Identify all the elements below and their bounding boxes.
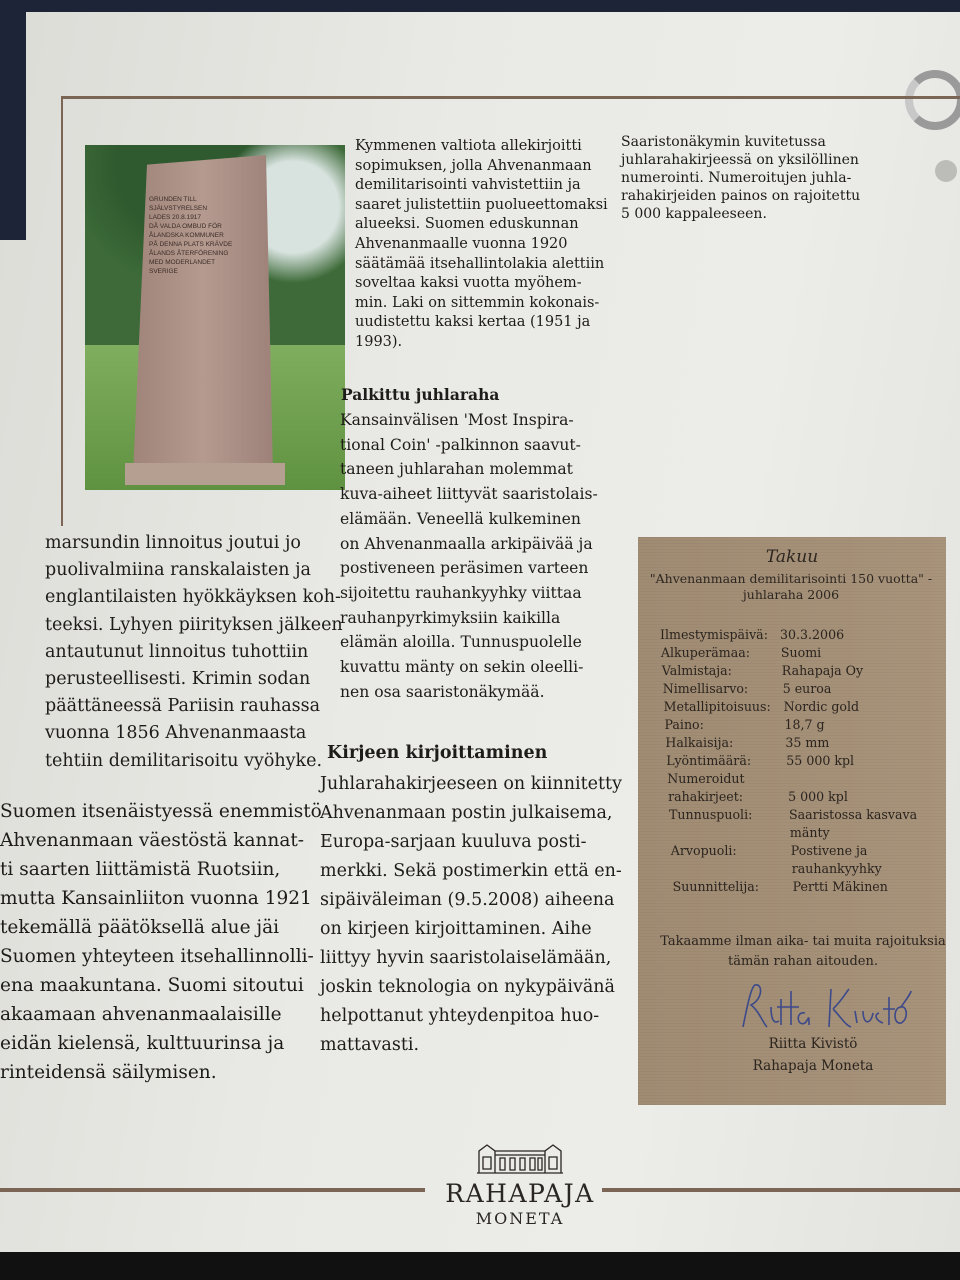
spec-label: Suunnittelija: <box>672 879 759 894</box>
spec-label: Halkaisija: <box>665 735 734 750</box>
spec-label: Lyöntimäärä: <box>666 753 752 768</box>
text-line: Kymmenen valtiota allekirjoitti <box>355 138 582 154</box>
spec-value: 55 000 kpl <box>786 753 855 768</box>
text-line: vuonna 1856 Ahvenanmaasta <box>45 723 307 744</box>
text-line: alueeksi. Suomen eduskunnan <box>355 216 579 233</box>
spec-row <box>669 806 917 824</box>
middle-paragraph-2 <box>340 408 598 704</box>
spec-value: Rahapaja Oy <box>781 663 864 678</box>
text-line: kuva-aiheet liittyvät saaristolais- <box>340 485 598 504</box>
logo-rule-left <box>0 1188 425 1192</box>
text-line: ÅLANDSKA KOMMUNER <box>149 232 224 239</box>
spec-value: mänty <box>789 825 830 840</box>
text-line: min. Laki on sittemmin kokonais- <box>355 294 600 311</box>
left-paragraph-1 <box>45 530 343 775</box>
certificate-title: Takuu <box>765 547 819 567</box>
spec-row <box>666 752 917 770</box>
text-line: ena maakuntana. Suomi sitoutui <box>0 975 304 996</box>
text-line: sipäiväleiman (9.5.2008) aiheena <box>320 890 615 910</box>
signer-name: Riitta Kivistö <box>768 1036 858 1052</box>
text-line: mutta Kansainliiton vuonna 1921 <box>0 888 312 909</box>
text-line: on kirjeen kirjoittaminen. Aihe <box>320 919 592 939</box>
spec-label: Tunnuspuoli: <box>669 807 753 822</box>
text-line: tional Coin' -palkinnon saavut- <box>340 435 581 454</box>
text-line: marsundin linnoitus joutui jo <box>45 533 301 553</box>
text-line: ÅLANDS ÅTERFÖRENING <box>149 250 229 257</box>
text-line: Suomen yhteyteen itsehallinnolli- <box>0 946 314 967</box>
signature-image <box>733 977 913 1037</box>
binder-cover-edge <box>0 0 960 12</box>
spec-row <box>671 842 917 860</box>
spec-label: rahakirjeet: <box>668 789 744 804</box>
spec-row <box>673 878 918 896</box>
spec-label: Arvopuoli: <box>670 843 737 858</box>
text-line: soveltaa kaksi vuotta myöhem- <box>355 275 582 292</box>
spec-row <box>668 788 917 806</box>
spec-value: 18,7 g <box>784 717 825 732</box>
text-line: DÅ VALDA OMBUD FÖR <box>149 223 222 230</box>
heading-kirjeen: Kirjeen kirjoittaminen <box>327 743 548 763</box>
spec-label: Valmistaja: <box>661 663 732 678</box>
spec-row <box>661 644 917 662</box>
text-line: MED MODERLANDET <box>149 259 216 266</box>
spec-label: Ilmestymispäivä: <box>660 627 768 642</box>
certificate-subtitle: "Ahvenanmaan demilitarisointi 150 vuotta" -juhlaraha 2006 <box>649 571 933 602</box>
text-line: numerointi. Numeroitujen juhla- <box>621 170 852 186</box>
text-line: säätämää itsehallintolakia alettiin <box>355 255 605 272</box>
monument-inscription <box>149 195 269 276</box>
text-line: Ahvenanmaalle vuonna 1920 <box>355 235 568 252</box>
spec-row <box>662 662 917 680</box>
spec-label: Alkuperämaa: <box>660 645 751 660</box>
logo-line-1: RAHAPAJA <box>445 1179 595 1208</box>
text-line: nen osa saaristonäkymää. <box>340 682 545 701</box>
text-line: LADES 20.8.1917 <box>149 214 202 221</box>
binder-cover-edge-left <box>0 0 26 240</box>
text-line: joskin teknologia on nykypäivänä <box>320 977 615 997</box>
frame-rule-top <box>62 96 960 99</box>
spec-row <box>672 860 917 878</box>
text-line: mattavasti. <box>320 1035 420 1055</box>
punch-hole <box>935 160 957 182</box>
text-line: ti saarten liittämistä Ruotsiin, <box>0 859 281 880</box>
certificate-note: Takaamme ilman aika- tai muita rajoituksia tämän rahan aitouden. <box>660 934 946 969</box>
text-line: päättäneessä Pariisin rauhassa <box>45 696 321 717</box>
text-line: merkki. Sekä postimerkin että en- <box>320 861 622 881</box>
spec-value: 5 euroa <box>782 681 832 696</box>
text-line: tekemällä päätöksellä alue jäi <box>0 917 280 938</box>
text-line: taneen juhlarahan molemmat <box>340 460 573 479</box>
logo-line-2: MONETA <box>475 1209 565 1228</box>
text-line: antautunut linnoitus tuhottiin <box>45 641 309 662</box>
spec-value: rauhankyyhky <box>791 861 882 876</box>
spec-value: Nordic gold <box>783 699 860 714</box>
text-line: 1993). <box>355 333 403 350</box>
text-line: saaret julistettiin puolueettomaksi <box>355 196 608 213</box>
rahapaja-logo <box>420 1143 620 1228</box>
text-line: englantilaisten hyökkäyksen koh- <box>45 587 341 608</box>
text-line: uudistettu kaksi kertaa (1951 ja <box>355 314 591 331</box>
text-line: helpottanut yhteydenpitoa huo- <box>320 1006 600 1026</box>
text-line: postiveneen peräsimen varteen <box>340 559 589 578</box>
text-line: Ahvenanmaan väestöstä kannat- <box>0 830 305 851</box>
text-line: elämään. Veneellä kulkeminen <box>340 509 581 528</box>
text-line: akaamaan ahvenanmaalaisille <box>0 1004 282 1025</box>
text-line: kuvattu mänty on sekin oleelli- <box>340 658 584 677</box>
binder-ring <box>905 70 960 130</box>
frame-rule-left <box>61 96 63 526</box>
left-paragraph-2 <box>0 797 322 1087</box>
spec-row <box>665 734 917 752</box>
text-line: liittyy hyvin saaristolaiselämään, <box>320 948 612 968</box>
text-line: rahakirjeiden painos on rajoitettu <box>621 188 861 204</box>
spec-value: 35 mm <box>785 735 830 750</box>
spec-label: Metallipitoisuus: <box>663 699 771 714</box>
spec-row <box>665 716 918 734</box>
text-line: SJÄLVSTYRELSEN <box>149 205 208 212</box>
logo-rule-right <box>602 1188 960 1192</box>
table-surface <box>0 1252 960 1280</box>
text-line: Juhlarahakirjeeseen on kiinnitetty <box>320 774 622 794</box>
text-line: SVERIGE <box>149 268 178 275</box>
spec-value: Saaristossa kasvava <box>789 807 918 822</box>
spec-row <box>663 680 917 698</box>
spec-value: Postivene ja <box>790 843 868 858</box>
text-line: sijoitettu rauhankyyhky viittaa <box>340 583 582 602</box>
text-line: Europa-sarjaan kuuluva posti- <box>320 832 587 852</box>
spec-label: Nimellisarvo: <box>662 681 749 696</box>
text-line: Kansainvälisen 'Most Inspira- <box>340 411 574 429</box>
signer-block <box>678 1033 948 1077</box>
heading-palkittu: Palkittu juhlaraha <box>341 385 500 404</box>
text-line: perusteellisesti. Krimin sodan <box>45 669 311 690</box>
text-line: Suomen itsenäistyessä enemmistö <box>0 801 322 822</box>
text-line: tehtiin demilitarisoitu vyöhyke. <box>45 750 323 771</box>
text-line: demilitarisointi vahvistettiin ja <box>355 177 581 194</box>
text-line: elämän aloilla. Tunnuspuolelle <box>340 633 582 652</box>
guarantee-certificate <box>638 537 946 1105</box>
right-paragraph <box>621 133 860 223</box>
text-line: on Ahvenanmaalla arkipäivää ja <box>340 534 593 553</box>
signer-company: Rahapaja Moneta <box>752 1058 874 1074</box>
text-line: PÅ DENNA PLATS KRÄVDE <box>149 241 233 248</box>
text-line: teeksi. Lyhyen piirityksen jälkeen <box>45 614 343 635</box>
text-line: juhlarahakirjeessä on yksilöllinen <box>621 152 859 168</box>
text-line: sopimuksen, jolla Ahvenanmaan <box>355 157 592 174</box>
certificate-specs <box>660 626 917 896</box>
text-line: rinteidensä säilymisen. <box>0 1062 217 1083</box>
spec-row <box>660 626 917 644</box>
spec-row <box>670 824 917 842</box>
spec-value: 30.3.2006 <box>780 627 845 642</box>
mint-building-icon <box>475 1143 565 1175</box>
spec-row <box>667 770 917 788</box>
text-line: 5 000 kappaleeseen. <box>621 206 767 222</box>
text-line: rauhanpyrkimyksiin kaikilla <box>340 608 561 627</box>
spec-label <box>670 824 790 842</box>
spec-label: Paino: <box>664 717 704 732</box>
text-line: Ahvenanmaan postin julkaisema, <box>320 803 613 823</box>
spec-value: Suomi <box>780 645 822 660</box>
spec-label: Numeroidut <box>667 771 745 786</box>
middle-paragraph-1 <box>355 137 608 353</box>
text-line: puolivalmiina ranskalaisten ja <box>45 560 311 581</box>
text-line: eidän kielensä, kulttuurinsa ja <box>0 1033 285 1054</box>
text-line: Saaristonäkymin kuvitetussa <box>621 134 826 150</box>
spec-label <box>672 860 792 878</box>
spec-row <box>664 698 918 716</box>
spec-value: 5 000 kpl <box>788 789 848 804</box>
monument-photo <box>85 145 345 490</box>
spec-value: Pertti Mäkinen <box>792 879 888 894</box>
text-line: GRUNDEN TILL <box>149 196 197 203</box>
middle-paragraph-3 <box>320 770 622 1060</box>
